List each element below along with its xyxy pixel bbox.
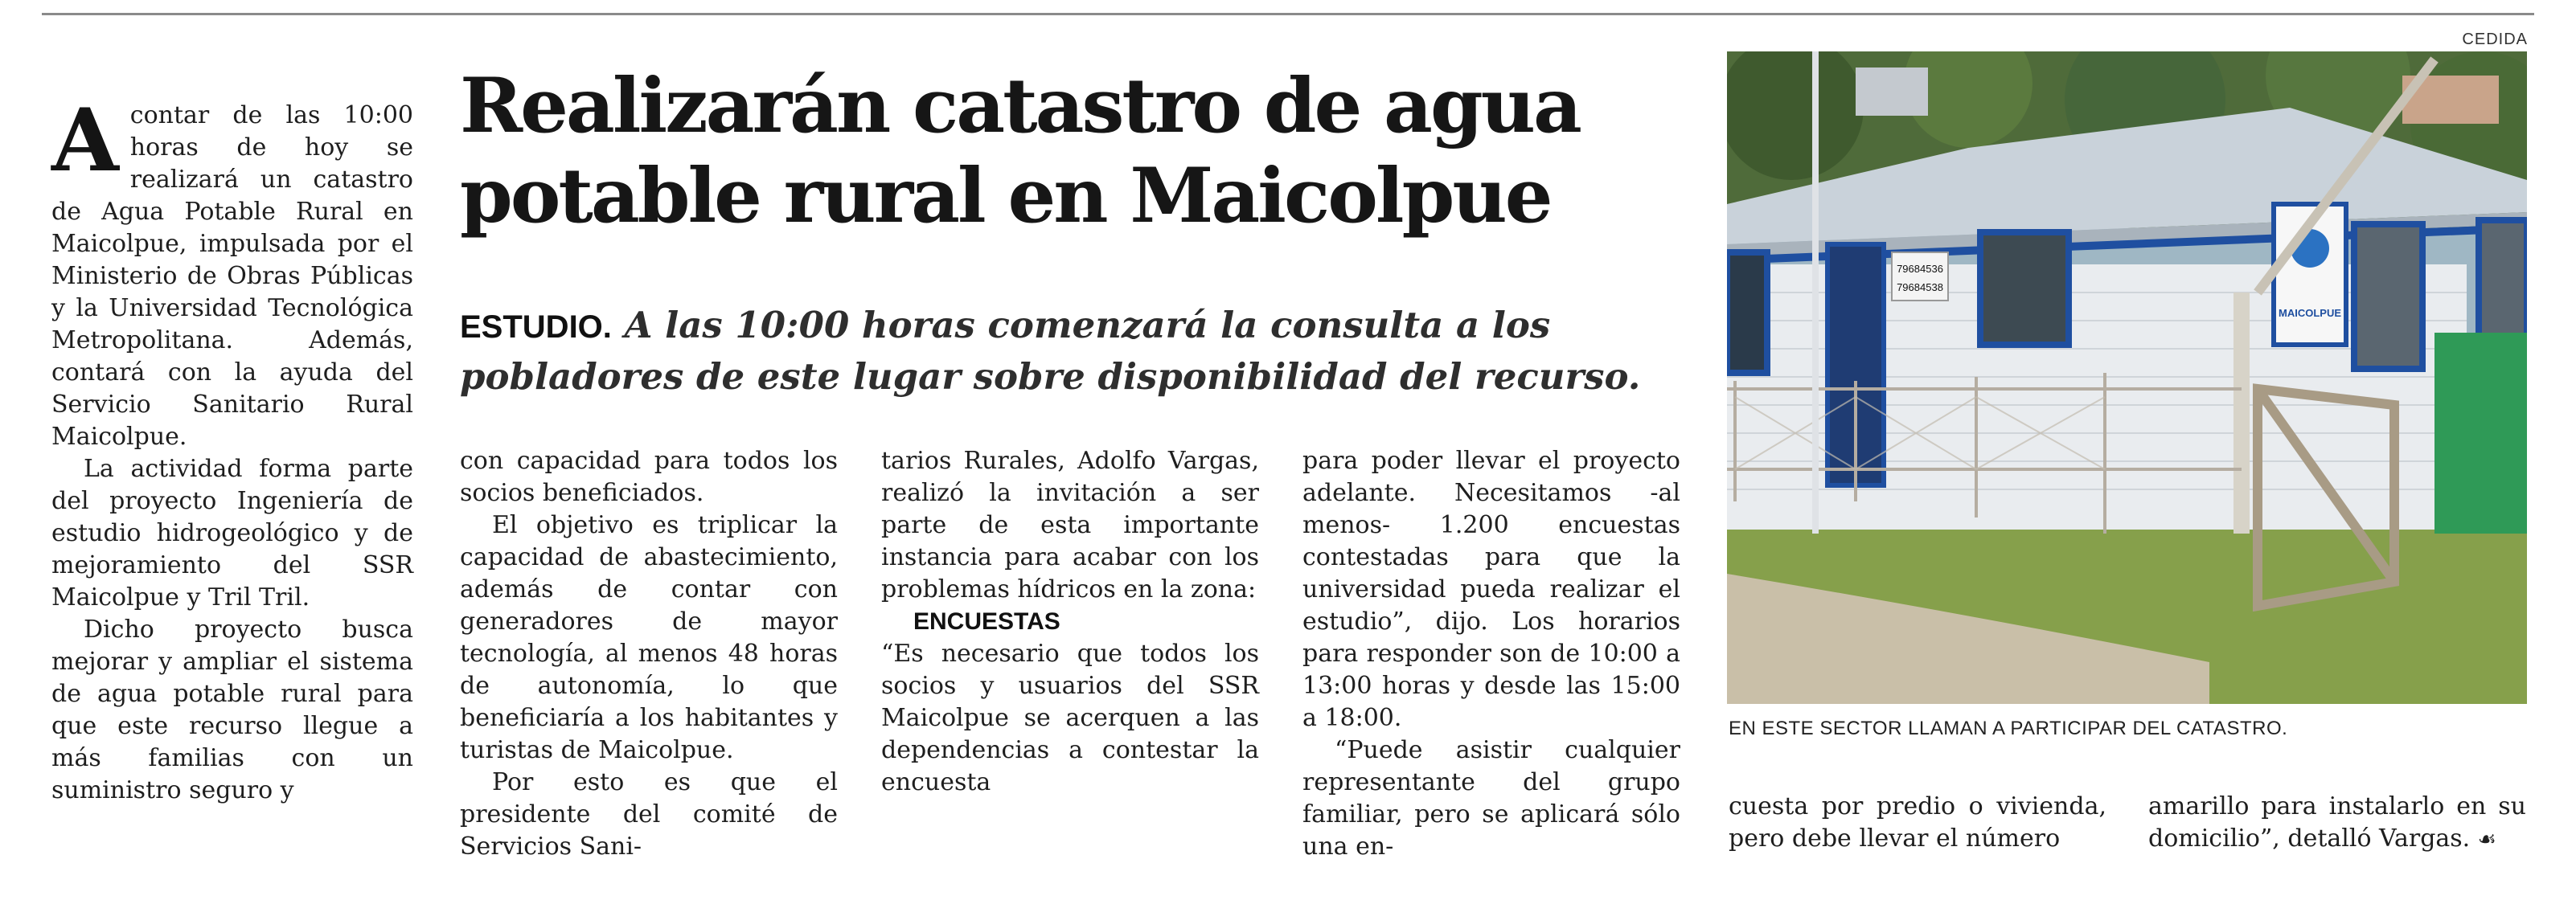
article-column-6 [2148, 791, 2526, 856]
paragraph [2148, 791, 2526, 856]
paragraph: para poder llevar el proyecto adelante. Necesitamos -al menos- 1.200 encuestas contestadas para que la universidad pueda realizar el estudio”, dijo. Los horarios para responder son de 10:00 a 13:00 horas y desde las 15:00 a 18:00. [1302, 447, 1680, 732]
deck [460, 301, 1650, 402]
paragraph-text: amarillo para instalarlo en su domicilio”, detalló Vargas. [2148, 792, 2526, 853]
phone-label-2: 79684538 [1897, 281, 1943, 293]
article-column-5 [1729, 791, 2106, 855]
paragraph: tarios Rurales, Adolfo Vargas, realizó la invitación a ser parte de esta importante instancia para acabar con los problemas hídricos en la zona: [881, 447, 1259, 603]
photo-credit: CEDIDA [2462, 31, 2528, 48]
paragraph: “Es necesario que todos los socios y usuarios del SSR Maicolpue se acerquen a las dependencias a contestar la encuesta [881, 640, 1259, 796]
article-column-1 [51, 90, 413, 807]
article-column-3 [881, 445, 1259, 799]
photo-illustration [1727, 51, 2527, 704]
subhead: ENCUESTAS [913, 608, 1060, 635]
paragraph: con capacidad para todos los socios beneficiados. [460, 447, 838, 507]
paragraph: El objetivo es triplicar la capacidad de abastecimiento, además de contar con generadores de mayor tecnología, al menos 48 horas de autonomía, lo que beneficiaría a los habitantes y turistas de Maicolpue. [460, 511, 838, 764]
sign-label: MAICOLPUE [2279, 307, 2341, 319]
top-rule [42, 13, 2534, 15]
article-column-2 [460, 445, 838, 863]
paragraph: Por esto es que el presidente del comité de Servicios Sani- [460, 768, 838, 861]
article-column-4 [1302, 445, 1680, 863]
phone-label-1: 79684536 [1897, 263, 1943, 275]
deck-kicker: ESTUDIO. [460, 309, 612, 345]
article-photo [1727, 51, 2527, 704]
paragraph: La actividad forma parte del proyecto Ingeniería de estudio hidrogeológico y de mejoramiento del SSR Maicolpue y Tril Tril. [51, 455, 413, 612]
headline: Realizarán catastro de agua potable rural en Maicolpue [460, 62, 1580, 240]
paragraph: contar de las 10:00 horas de hoy se realizará un catastro de Agua Potable Rural en Maicolpue, impulsada por el Ministerio de Obras Públicas y la Universidad Tecnológica Metropolitana. Además, contará con la ayuda del Servicio Sanitario Rural Maicolpue. [51, 101, 413, 451]
paragraph: Dicho proyecto busca mejorar y ampliar el sistema de agua potable rural para que este recurso llegue a más familias con un suministro seguro y [51, 616, 413, 804]
paragraph: cuesta por predio o vivienda, pero debe llevar el número [1729, 792, 2106, 853]
drop-cap: A [51, 90, 119, 191]
photo-caption: EN ESTE SECTOR LLAMAN A PARTICIPAR DEL CATASTRO. [1729, 718, 2288, 739]
paragraph: “Puede asistir cualquier representante del grupo familiar, pero se aplicará sólo una en- [1302, 736, 1680, 861]
end-mark-icon: ☙ [2477, 828, 2497, 852]
deck-text: A las 10:00 horas comenzará la consulta a los pobladores de este lugar sobre disponibilidad del recurso. [460, 304, 1641, 398]
